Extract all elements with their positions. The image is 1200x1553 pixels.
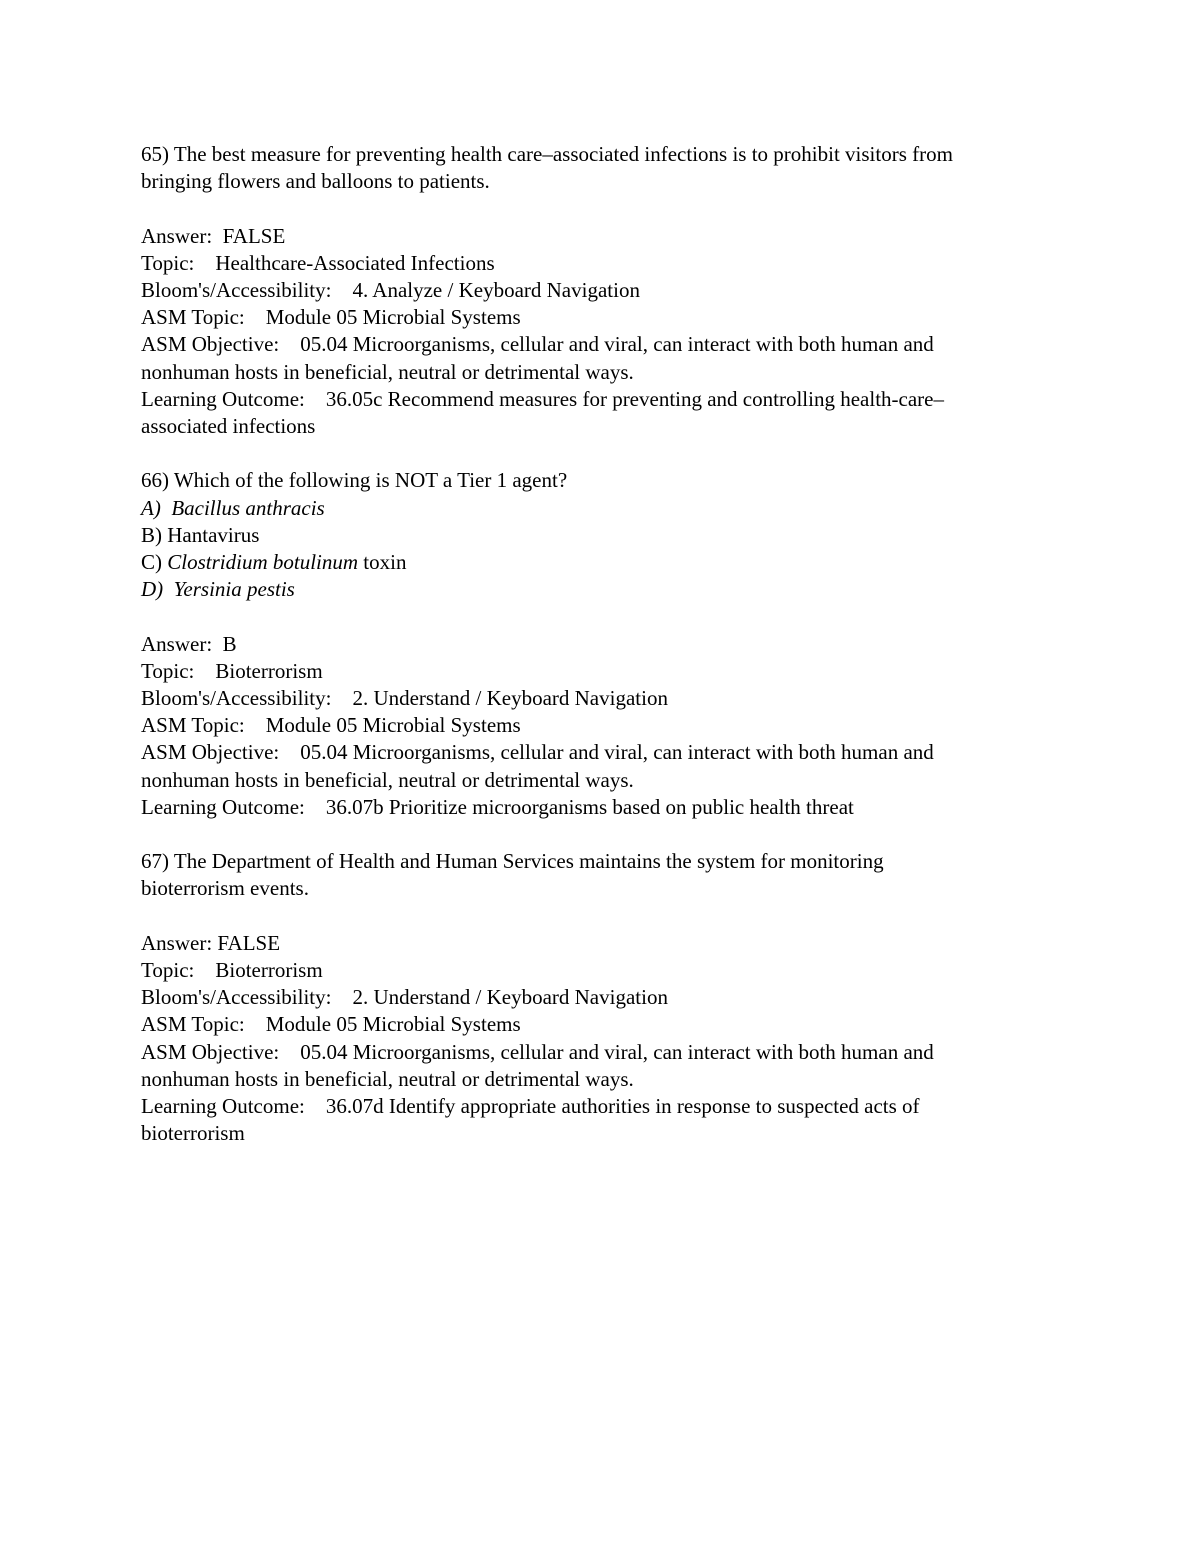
question-block-66: [141, 467, 1061, 821]
asm-topic-line: ASM Topic: Module 05 Microbial Systems: [141, 713, 521, 738]
blooms-line: Bloom's/Accessibility: 2. Understand / Keyboard Navigation: [141, 686, 668, 711]
question-text: 67) The Department of Health and Human Services maintains the system for monitoring: [141, 849, 884, 874]
asm-objective-line: nonhuman hosts in beneficial, neutral or detrimental ways.: [141, 359, 634, 384]
spacer: [141, 195, 1061, 222]
topic-line: Topic: Bioterrorism: [141, 958, 323, 983]
spacer: [141, 903, 1061, 930]
option-c-organism: Clostridium botulinum: [167, 550, 359, 575]
answer-line: Answer: B: [141, 631, 237, 656]
spacer: [141, 821, 1061, 848]
learning-outcome-line: associated infections: [141, 414, 316, 439]
spacer: [141, 603, 1061, 630]
question-text: 65) The best measure for preventing health care–associated infections is to prohibit visitors from: [141, 142, 953, 166]
option-c-prefix: C): [141, 550, 168, 575]
blooms-line: Bloom's/Accessibility: 4. Analyze / Keyboard Navigation: [141, 278, 640, 302]
learning-outcome-line: Learning Outcome: 36.07b Prioritize microorganisms based on public health threat: [141, 794, 854, 819]
option-c: [141, 549, 1061, 576]
asm-topic-line: ASM Topic: Module 05 Microbial Systems: [141, 1012, 521, 1037]
asm-objective-line: ASM Objective: 05.04 Microorganisms, cellular and viral, can interact with both human and: [141, 740, 934, 765]
answer-line: Answer: FALSE: [141, 223, 286, 248]
topic-line: Topic: Healthcare-Associated Infections: [141, 250, 495, 275]
topic-line: Topic: Bioterrorism: [141, 658, 323, 683]
question-text: bioterrorism events.: [141, 876, 309, 901]
learning-outcome-line: bioterrorism: [141, 1121, 245, 1146]
option-a: A) Bacillus anthracis: [141, 495, 325, 520]
option-c-suffix: toxin: [358, 550, 407, 575]
asm-objective-line: ASM Objective: 05.04 Microorganisms, cellular and viral, can interact with both human and: [141, 332, 934, 357]
asm-objective-line: nonhuman hosts in beneficial, neutral or detrimental ways.: [141, 767, 634, 792]
question-text: 66) Which of the following is NOT a Tier 1 agent?: [141, 468, 568, 493]
spacer: [141, 440, 1061, 467]
learning-outcome-line: Learning Outcome: 36.05c Recommend measures for preventing and controlling health-care–: [141, 386, 944, 411]
document-page: [141, 141, 1061, 1147]
asm-objective-line: nonhuman hosts in beneficial, neutral or detrimental ways.: [141, 1066, 634, 1091]
asm-objective-line: ASM Objective: 05.04 Microorganisms, cellular and viral, can interact with both human and: [141, 1039, 934, 1064]
option-b: B) Hantavirus: [141, 522, 260, 547]
learning-outcome-line: Learning Outcome: 36.07d Identify appropriate authorities in response to suspected acts of: [141, 1094, 920, 1119]
asm-topic-line: ASM Topic: Module 05 Microbial Systems: [141, 305, 521, 330]
option-d: D) Yersinia pestis: [141, 577, 295, 602]
answer-line: Answer: FALSE: [141, 930, 281, 955]
question-block-65: [141, 141, 1061, 440]
blooms-line: Bloom's/Accessibility: 2. Understand / Keyboard Navigation: [141, 985, 668, 1010]
question-block-67: [141, 848, 1061, 1147]
question-text: bringing flowers and balloons to patients.: [141, 169, 490, 194]
